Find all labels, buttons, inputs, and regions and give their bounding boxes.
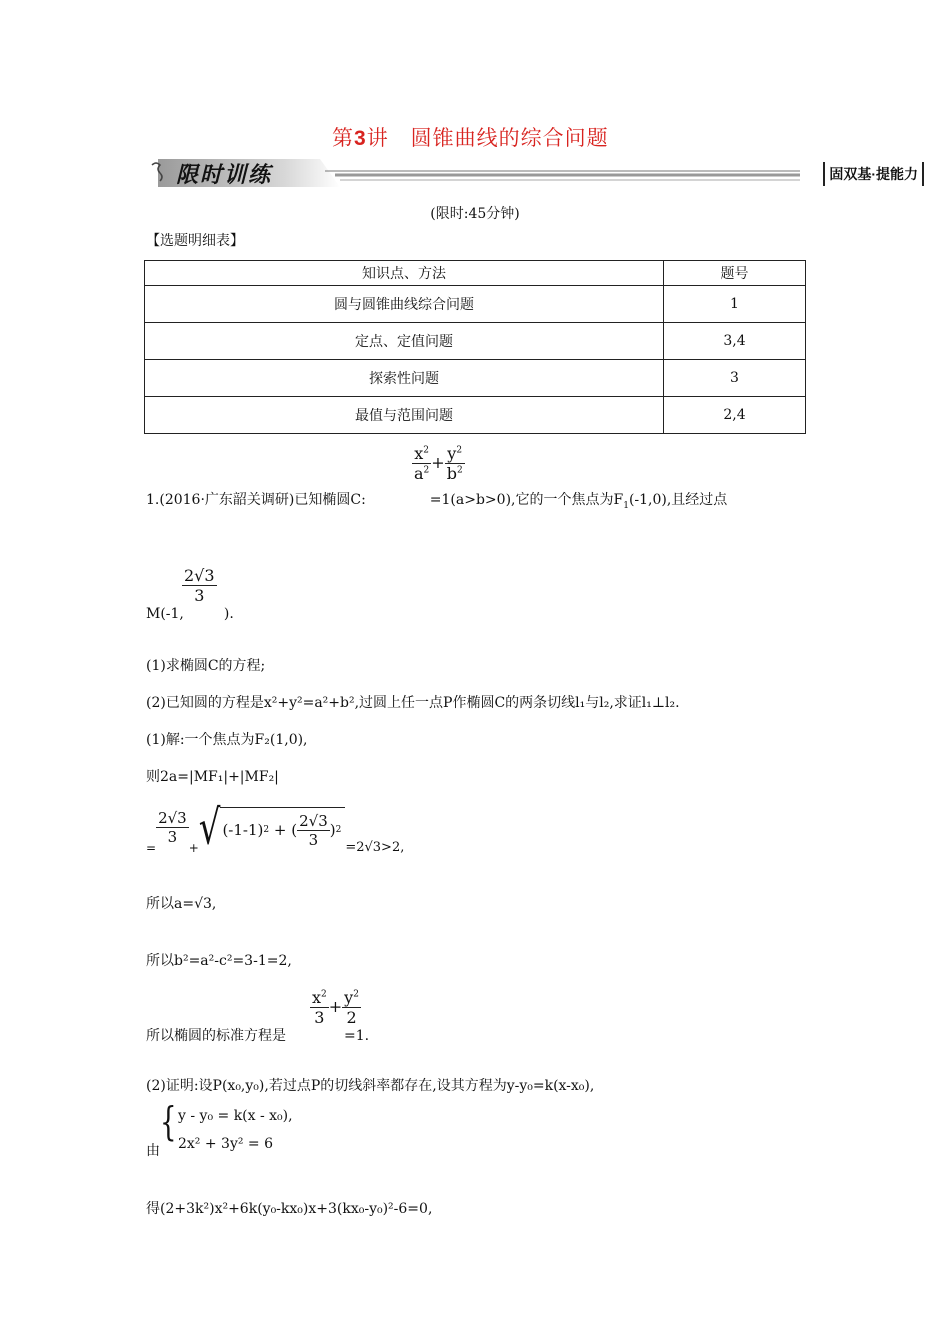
table-cell-topic: 最值与范围问题: [145, 397, 664, 434]
table-row: [145, 286, 806, 323]
table-cell-number: 3: [664, 360, 806, 397]
table-cell-number: 3,4: [664, 323, 806, 360]
lecture-title: [332, 122, 609, 152]
table-cell-number: 1: [664, 286, 806, 323]
table-cell-topic: 探索性问题: [145, 360, 664, 397]
header-topic: 知识点、方法: [145, 261, 664, 286]
title-text: 讲 圆锥曲线的综合问题: [366, 126, 609, 150]
solution-line-8: 得(2+3k²)x²+6k(y₀-kx₀)x+3(kx₀-y₀)²-6=0,: [146, 1201, 433, 1217]
system-eq-2: 2x² + 3y² = 6: [178, 1136, 274, 1152]
table-cell-topic: 圆与圆锥曲线综合问题: [145, 286, 664, 323]
part-1: (1)求椭圆C的方程;: [146, 658, 266, 674]
table-row: [145, 360, 806, 397]
table-header-row: [145, 261, 806, 286]
title-number: 3: [354, 127, 367, 150]
part-2: (2)已知圆的方程是x²+y²=a²+b²,过圆上任一点P作椭圆C的两条切线l₁与l₂,求证l₁⊥l₂.: [146, 695, 680, 711]
standard-equation-fraction: $\frac{x^2}{3}$ + $\frac{y^2}{2}$: [312, 988, 359, 1027]
solution-line-2: 则2a=|MF₁|+|MF₂|: [146, 769, 279, 785]
system-brace: {: [160, 1100, 177, 1146]
title-prefix: 第: [332, 126, 354, 150]
system-eq-1: y - y₀ = k(x - x₀),: [178, 1108, 293, 1124]
topic-table: [144, 260, 806, 434]
distance-expression: = $\frac{2√3}{3}$ + √ (-1-1) 2 + ( $\frac{2√3}{3}$ ) 2 =2√3>2,: [146, 799, 405, 856]
table-cell-topic: 定点、定值问题: [145, 323, 664, 360]
table-caption: 【选题明细表】: [146, 233, 244, 249]
banner-label: 限时训练: [176, 163, 273, 188]
ellipse-fraction: $\frac{x^2}{a^2}$ + $\frac{y^2}{b^2}$: [414, 444, 463, 483]
table-row: [145, 397, 806, 434]
header-number: 题号: [664, 261, 806, 286]
time-limit: (限时:45分钟): [430, 206, 520, 222]
solution-line-7: (2)证明:设P(x₀,y₀),若过点P的切线斜率都存在,设其方程为y-y₀=k(x-x₀),: [146, 1078, 595, 1094]
point-m: M(-1, ).: [146, 606, 234, 622]
banner-tag: 固双基·提能力: [823, 162, 924, 186]
solution-line-6: 所以椭圆的标准方程是 =1.: [146, 1028, 370, 1044]
table-row: [145, 323, 806, 360]
solution-line-1: (1)解:一个焦点为F₂(1,0),: [146, 732, 308, 748]
question-1-text: 1.(2016·广东韶关调研)已知椭圆C: =1(a>b>0),它的一个焦点为$F_1(-1,0)$,且经过点: [146, 492, 728, 511]
solution-line-4: 所以a=√3,: [146, 896, 217, 912]
point-fraction: $\frac{2√3}{3}$: [184, 566, 215, 605]
table-cell-number: 2,4: [664, 397, 806, 434]
solution-line-5: 所以b²=a²-c²=3-1=2,: [146, 953, 292, 969]
system-prefix: 由: [146, 1143, 160, 1159]
